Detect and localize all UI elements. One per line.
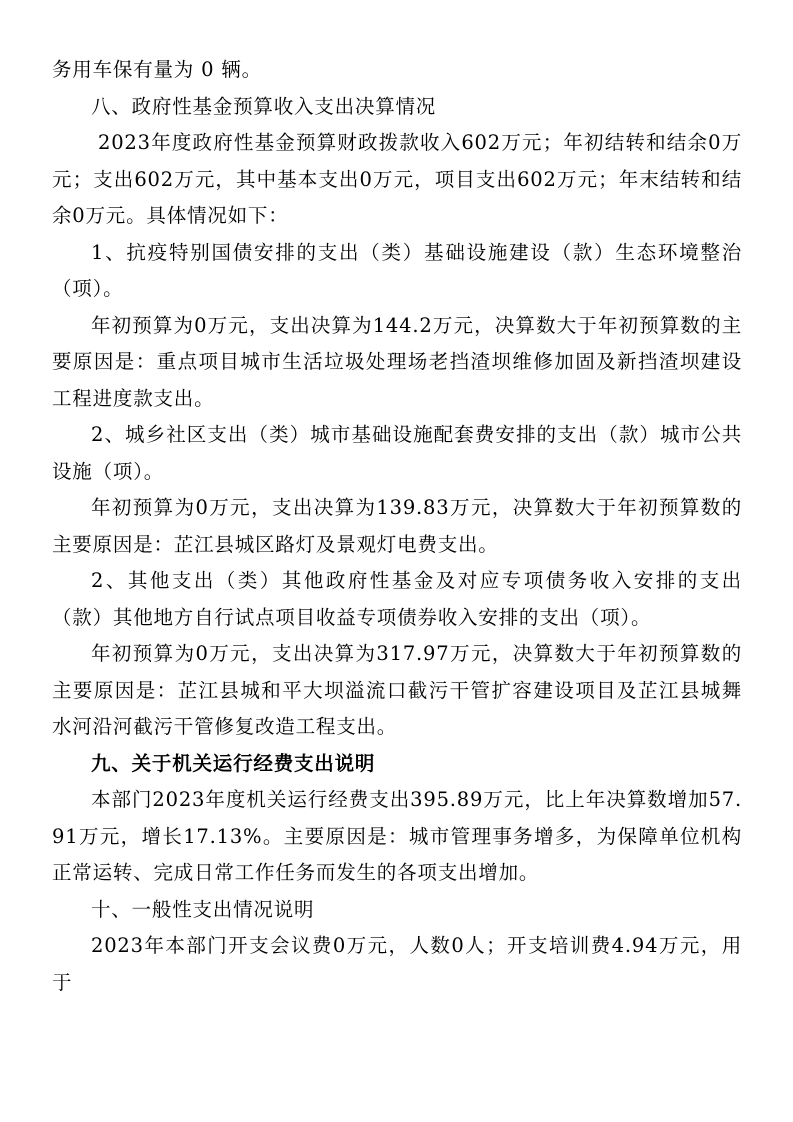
heading-section-8: 八、政府性基金预算收入支出决算情况 <box>91 94 437 118</box>
paragraph-vehicle-count: 务用车保有量为 0 辆。 <box>52 58 262 81</box>
paragraph-general-expenses: 2023年本部门开支会议费0万元，人数0人；开支培训费4.94万元，用于 <box>52 934 742 994</box>
paragraph-item-1-title: 1、抗疫特别国债安排的支出（类）基础设施建设（款）生态环境整治（项）。 <box>52 240 742 300</box>
heading-section-9: 九、关于机关运行经费支出说明 <box>91 751 376 775</box>
heading-section-10: 十、一般性支出情况说明 <box>91 897 315 921</box>
paragraph-item-2-title: 2、城乡社区支出（类）城市基础设施配套费安排的支出（款）城市公共设施（项）。 <box>52 423 742 483</box>
paragraph-item-2-detail: 年初预算为0万元，支出决算为139.83万元，决算数大于年初预算数的主要原因是：芷江县城区路灯及景观灯电费支出。 <box>52 496 742 556</box>
document-page <box>52 52 742 1001</box>
paragraph-item-1-detail: 年初预算为0万元，支出决算为144.2万元，决算数大于年初预算数的主要原因是：重点项目城市生活垃圾处理场老挡渣坝维修加固及新挡渣坝建设工程进度款支出。 <box>52 313 742 410</box>
paragraph-item-3-title: 2、其他支出（类）其他政府性基金及对应专项债务收入安排的支出（款）其他地方自行试点项目收益专项债券收入安排的支出（项）。 <box>52 569 742 629</box>
paragraph-fund-summary: 2023年度政府性基金预算财政拨款收入602万元；年初结转和结余0万元；支出602万元，其中基本支出0万元，项目支出602万元；年末结转和结余0万元。具体情况如下： <box>52 131 742 227</box>
paragraph-operating-expenses: 本部门2023年度机关运行经费支出395.89万元，比上年决算数增加57.91万元，增长17.13%。主要原因是：城市管理事务增多，为保障单位机构正常运转、完成日常工作任务而发生的各项支出增加。 <box>52 788 742 884</box>
paragraph-item-3-detail: 年初预算为0万元，支出决算为317.97万元，决算数大于年初预算数的主要原因是：芷江县城和平大坝溢流口截污干管扩容建设项目及芷江县城舞水河沿河截污干管修复改造工程支出。 <box>52 642 742 738</box>
